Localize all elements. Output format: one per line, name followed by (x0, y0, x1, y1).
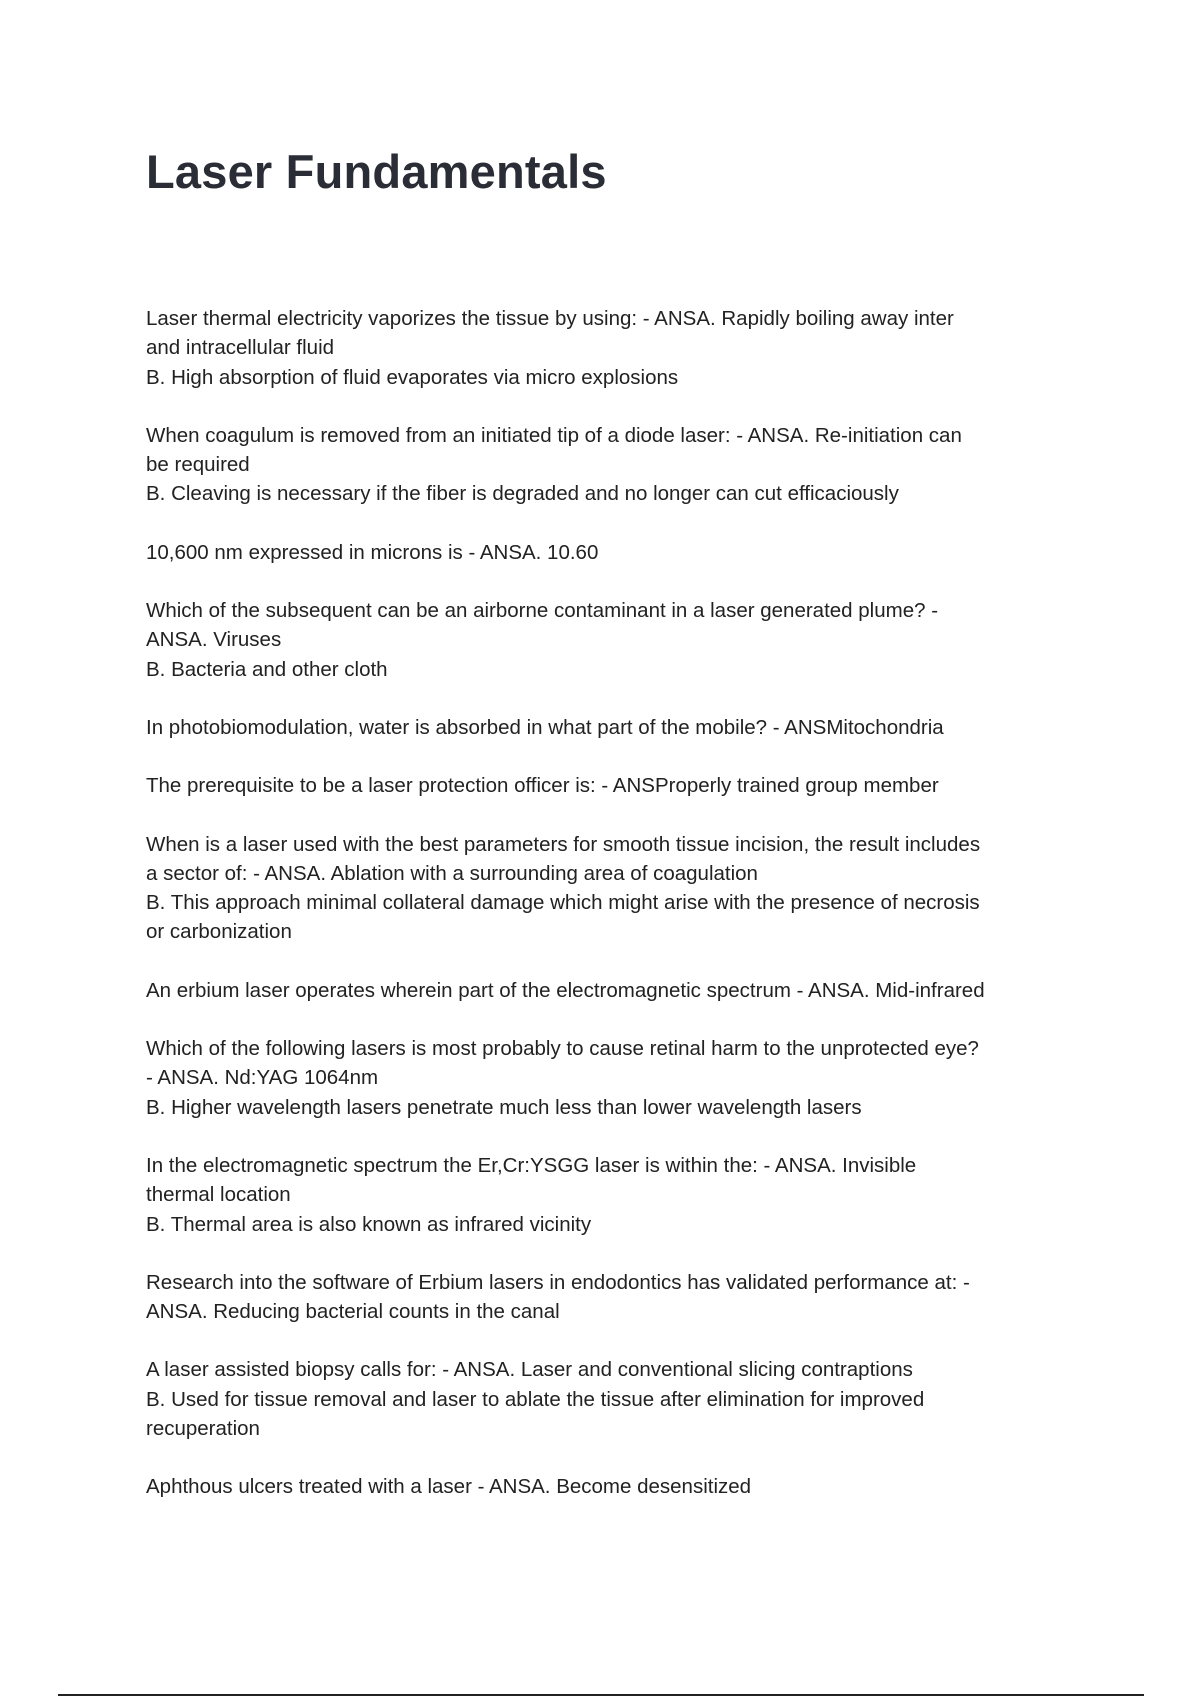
qa-item (146, 1472, 1066, 1501)
qa-line: recuperation (146, 1417, 260, 1441)
qa-line: B. Cleaving is necessary if the fiber is degraded and no longer can cut efficaciously (146, 482, 899, 506)
qa-line: B. This approach minimal collateral damage which might arise with the presence of necrosis (146, 891, 980, 915)
qa-line: In photobiomodulation, water is absorbed in what part of the mobile? - ANSMitochondria (146, 715, 944, 739)
qa-item (146, 1355, 1066, 1443)
qa-list (146, 304, 1066, 1531)
qa-line: An erbium laser operates wherein part of the electromagnetic spectrum - ANSA. Mid-infrared (146, 978, 985, 1002)
qa-line: A laser assisted biopsy calls for: - ANSA. Laser and conventional slicing contraptions (146, 1358, 913, 1382)
qa-item (146, 304, 1066, 392)
qa-line: B. Used for tissue removal and laser to ablate the tissue after elimination for improved (146, 1387, 925, 1411)
qa-item (146, 421, 1066, 509)
qa-line: or carbonization (146, 920, 292, 944)
qa-item (146, 538, 1066, 567)
qa-item (146, 1268, 1066, 1327)
qa-item (146, 771, 1066, 800)
qa-line: B. Higher wavelength lasers penetrate much less than lower wavelength lasers (146, 1095, 862, 1119)
page-title: Laser Fundamentals (146, 145, 607, 198)
qa-line: a sector of: - ANSA. Ablation with a surrounding area of coagulation (146, 861, 758, 885)
qa-line: thermal location (146, 1183, 291, 1207)
qa-line: Which of the subsequent can be an airborne contaminant in a laser generated plume? - (146, 599, 939, 623)
qa-item (146, 976, 1066, 1005)
qa-line: The prerequisite to be a laser protection officer is: - ANSProperly trained group member (146, 774, 939, 798)
qa-line: ANSA. Reducing bacterial counts in the canal (146, 1300, 560, 1324)
footer-divider (58, 1694, 1144, 1696)
qa-line: be required (146, 453, 250, 477)
qa-item (146, 596, 1066, 684)
qa-line: Research into the software of Erbium lasers in endodontics has validated performance at: - (146, 1270, 970, 1294)
qa-line: 10,600 nm expressed in microns is - ANSA. 10.60 (146, 540, 599, 564)
qa-item (146, 1151, 1066, 1239)
qa-line: When is a laser used with the best parameters for smooth tissue incision, the result includes (146, 832, 981, 856)
qa-line: ANSA. Viruses (146, 628, 282, 652)
qa-line: Aphthous ulcers treated with a laser - ANSA. Become desensitized (146, 1475, 752, 1499)
qa-item (146, 1034, 1066, 1122)
qa-line: In the electromagnetic spectrum the Er,Cr:YSGG laser is within the: - ANSA. Invisible (146, 1153, 917, 1177)
qa-line: and intracellular fluid (146, 336, 335, 360)
qa-line: - ANSA. Nd:YAG 1064nm (146, 1066, 379, 1090)
qa-line: B. High absorption of fluid evaporates via micro explosions (146, 365, 679, 389)
qa-line: B. Thermal area is also known as infrared vicinity (146, 1212, 592, 1236)
qa-item (146, 713, 1066, 742)
qa-line: When coagulum is removed from an initiated tip of a diode laser: - ANSA. Re-initiation can (146, 423, 962, 447)
qa-line: Which of the following lasers is most probably to cause retinal harm to the unprotected eye? (146, 1037, 979, 1061)
qa-line: B. Bacteria and other cloth (146, 657, 388, 681)
qa-line: Laser thermal electricity vaporizes the tissue by using: - ANSA. Rapidly boiling away inter (146, 307, 954, 330)
qa-item (146, 830, 1066, 947)
